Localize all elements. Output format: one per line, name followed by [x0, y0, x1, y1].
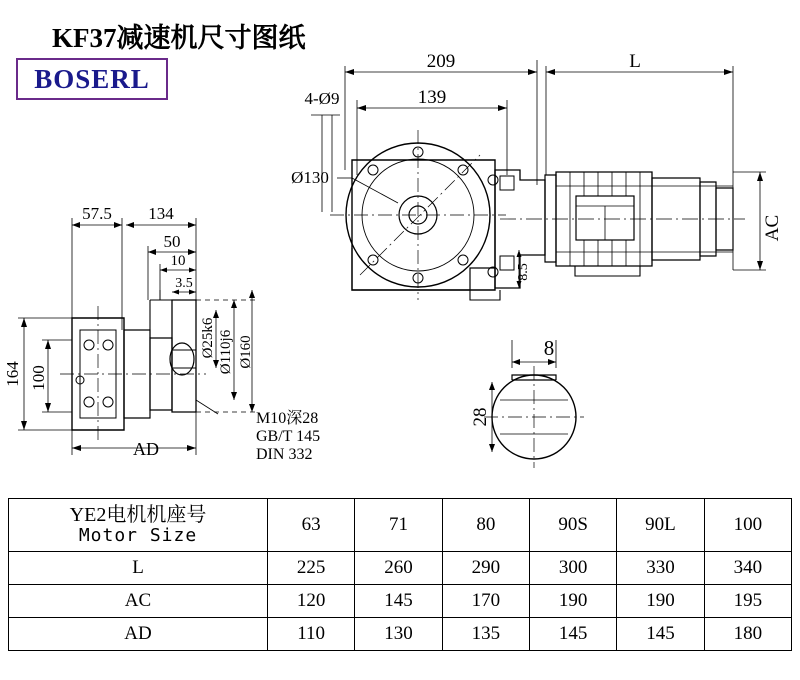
- spec-table: [8, 498, 792, 651]
- cell-AD-1: 110: [268, 618, 355, 651]
- dim-oe160: Ø160: [238, 335, 254, 369]
- row-AC-label: AC: [9, 585, 268, 618]
- cell-AD-2: 130: [355, 618, 442, 651]
- dim-AD: AD: [133, 439, 159, 459]
- dim-164: 164: [3, 361, 22, 387]
- row-motor-size-label: [9, 499, 268, 552]
- cell-AD-3: 135: [442, 618, 529, 651]
- row-L-label: L: [9, 552, 268, 585]
- dim-50: 50: [163, 232, 181, 251]
- dim-8-key: 8: [543, 336, 555, 360]
- cell-AD-6: 180: [704, 618, 791, 651]
- dim-oe110j6: Ø110j6: [218, 329, 234, 375]
- note-din332: DIN 332: [256, 446, 313, 463]
- row-motor-size-label-en: Motor Size: [78, 525, 198, 547]
- cell-motor-size-5: 90L: [617, 499, 704, 552]
- cell-L-6: 340: [704, 552, 791, 585]
- cell-AC-2: 145: [355, 585, 442, 618]
- dim-oe25k6: Ø25k6: [200, 317, 216, 359]
- dim-28-key: 28: [470, 407, 491, 427]
- dim-139: 139: [417, 87, 447, 108]
- row-motor-size-label-cn: YE2电机机座号: [69, 503, 207, 526]
- cell-motor-size-4: 90S: [529, 499, 616, 552]
- cell-motor-size-6: 100: [704, 499, 791, 552]
- dim-100: 100: [29, 365, 48, 391]
- cell-L-1: 225: [268, 552, 355, 585]
- cell-AC-6: 195: [704, 585, 791, 618]
- table-row: [9, 552, 792, 585]
- cell-AC-5: 190: [617, 585, 704, 618]
- cell-motor-size-1: 63: [268, 499, 355, 552]
- dim-134: 134: [148, 204, 174, 223]
- dim-57-5: 57.5: [82, 204, 112, 223]
- dim-AC: AC: [762, 214, 783, 242]
- cell-AC-4: 190: [529, 585, 616, 618]
- brand-logo-text: BOSERL: [34, 63, 150, 94]
- note-gbt145: GB/T 145: [256, 428, 321, 445]
- cell-AD-4: 145: [529, 618, 616, 651]
- cell-motor-size-3: 80: [442, 499, 529, 552]
- cell-AC-3: 170: [442, 585, 529, 618]
- cell-AD-5: 145: [617, 618, 704, 651]
- note-m10: M10深28: [256, 410, 319, 427]
- cell-L-3: 290: [442, 552, 529, 585]
- dim-209: 209: [426, 51, 456, 72]
- dim-8-5: 8.5: [516, 263, 531, 281]
- page-title: KF37减速机尺寸图纸: [52, 23, 306, 53]
- dim-4-oe9: 4-Ø9: [304, 89, 340, 108]
- cell-L-2: 260: [355, 552, 442, 585]
- row-AD-label: AD: [9, 618, 268, 651]
- cell-L-4: 300: [529, 552, 616, 585]
- cell-L-5: 330: [617, 552, 704, 585]
- table-row: [9, 499, 792, 552]
- table-row: [9, 618, 792, 651]
- dim-L-top: L: [629, 51, 641, 72]
- dim-3-5: 3.5: [175, 276, 193, 291]
- dim-oe130: Ø130: [291, 168, 329, 187]
- cell-AC-1: 120: [268, 585, 355, 618]
- cell-motor-size-2: 71: [355, 499, 442, 552]
- dim-10: 10: [170, 253, 186, 269]
- table-row: [9, 585, 792, 618]
